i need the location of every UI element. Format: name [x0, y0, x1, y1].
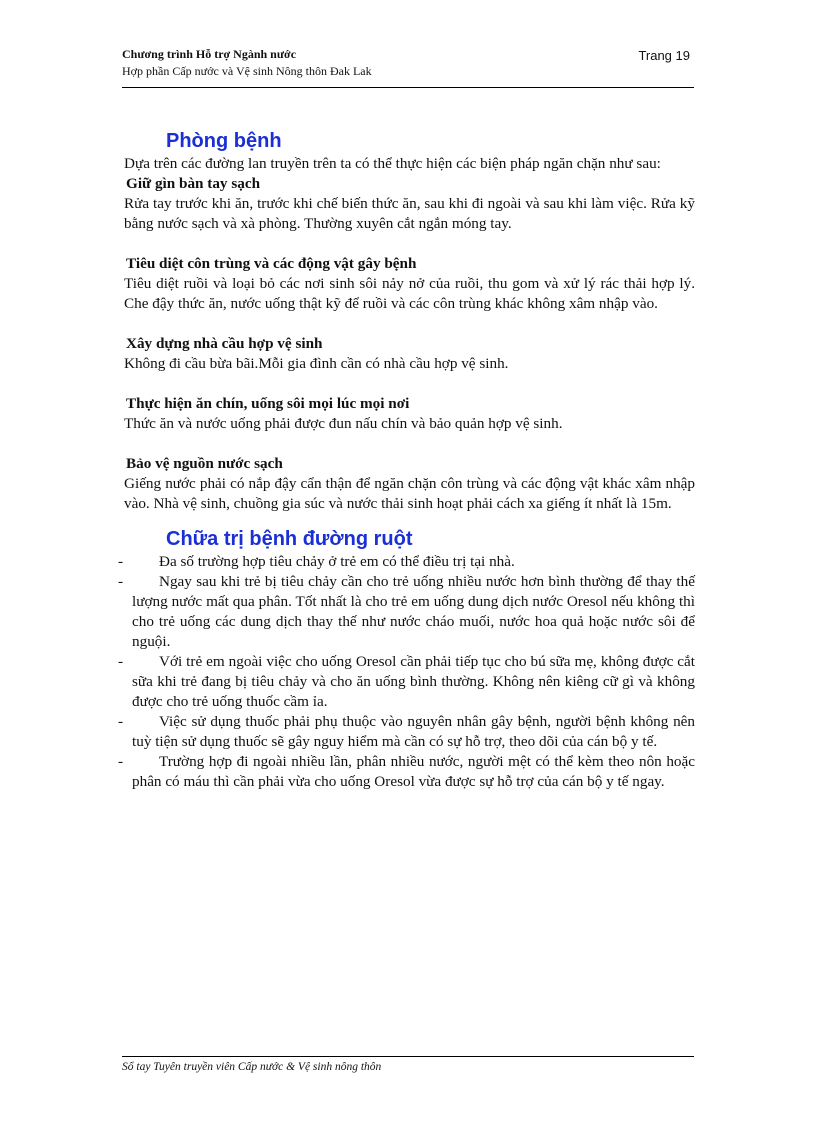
- page-number: Trang 19: [638, 48, 690, 63]
- heading-treatment: Chữa trị bệnh đường ruột: [166, 528, 413, 550]
- footer-text: Sổ tay Tuyên truyền viên Cấp nước & Vệ sinh nông thôn: [122, 1061, 382, 1073]
- section-body-latrine: Không đi cầu bừa bãi.Mỗi gia đình cần có nhà cầu hợp vệ sinh.: [124, 355, 509, 372]
- section-title-water-source: Bảo vệ nguồn nước sạch: [126, 455, 283, 472]
- list-item: - Đa số trường hợp tiêu chảy ở trẻ em có thể điều trị tại nhà.: [124, 552, 695, 572]
- list-item: - Với trẻ em ngoài việc cho uống Oresol cần phải tiếp tục cho bú sữa mẹ, không được cắt sữa khi trẻ đang bị tiêu chảy và cho ăn uống bình thường. Không nên kiêng cữ gì và không được cho trẻ uống thuốc cầm ỉa.: [124, 652, 695, 712]
- section-title-cooked-food: Thực hiện ăn chín, uống sôi mọi lúc mọi nơi: [126, 395, 410, 412]
- heading-prevention: Phòng bệnh: [166, 130, 282, 152]
- page-header: [122, 47, 694, 88]
- section-title-insect-control: Tiêu diệt côn trùng và các động vật gây bệnh: [126, 255, 417, 272]
- section-body-hand-hygiene: Rửa tay trước khi ăn, trước khi chế biến thức ăn, sau khi đi ngoài và sau khi làm việc. Rửa kỹ bằng nước sạch và xà phòng. Thường xuyên cắt ngắn móng tay.: [124, 195, 695, 232]
- section-body-water-source: Giếng nước phải có nắp đậy cẩn thận để ngăn chặn côn trùng và các động vật khác xâm nhập vào. Nhà vệ sinh, chuồng gia súc và nước thải sinh hoạt phải cách xa giếng ít nhất là 15m.: [124, 475, 695, 512]
- section-body-cooked-food: Thức ăn và nước uống phải được đun nấu chín và bảo quản hợp vệ sinh.: [124, 415, 563, 432]
- header-component: Hợp phần Cấp nước và Vệ sinh Nông thôn Đak Lak: [122, 64, 372, 78]
- treatment-list: [124, 552, 695, 792]
- list-item: - Việc sử dụng thuốc phải phụ thuộc vào nguyên nhân gây bệnh, người bệnh không nên tuỳ tiện sử dụng thuốc sẽ gây nguy hiểm mà cần có sự hỗ trợ, theo dõi của cán bộ y tế.: [124, 712, 695, 752]
- section-title-latrine: Xây dựng nhà cầu hợp vệ sinh: [126, 335, 323, 352]
- header-program: Chương trình Hỗ trợ Ngành nước: [122, 47, 297, 61]
- list-item: - Trường hợp đi ngoài nhiều lần, phân nhiều nước, người mệt có thể kèm theo nôn hoặc phân có máu thì cần phải vừa cho uống Oresol vừa được sự hỗ trợ của cán bộ y tế ngay.: [124, 752, 695, 792]
- page-footer: [122, 1056, 694, 1073]
- section-title-hand-hygiene: Giữ gìn bàn tay sạch: [126, 175, 261, 192]
- section-body-insect-control: Tiêu diệt ruồi và loại bỏ các nơi sinh sôi nảy nở của ruồi, thu gom và xử lý rác thải hợp lý. Che đậy thức ăn, nước uống thật kỹ để ruồi và các côn trùng khác không xâm nhập vào.: [124, 275, 695, 312]
- page-body: [124, 128, 695, 792]
- prevention-intro: Dựa trên các đường lan truyền trên ta có thể thực hiện các biện pháp ngăn chặn như sau:: [124, 155, 661, 172]
- list-item: - Ngay sau khi trẻ bị tiêu chảy cần cho trẻ uống nhiều nước hơn bình thường để thay thế lượng nước mất qua phân. Tốt nhất là cho trẻ em uống dung dịch nước Oresol nếu không thì cho trẻ uống các dung dịch thay thế như nước cháo muối, nước hoa quả hoặc nước sôi để nguội.: [124, 572, 695, 652]
